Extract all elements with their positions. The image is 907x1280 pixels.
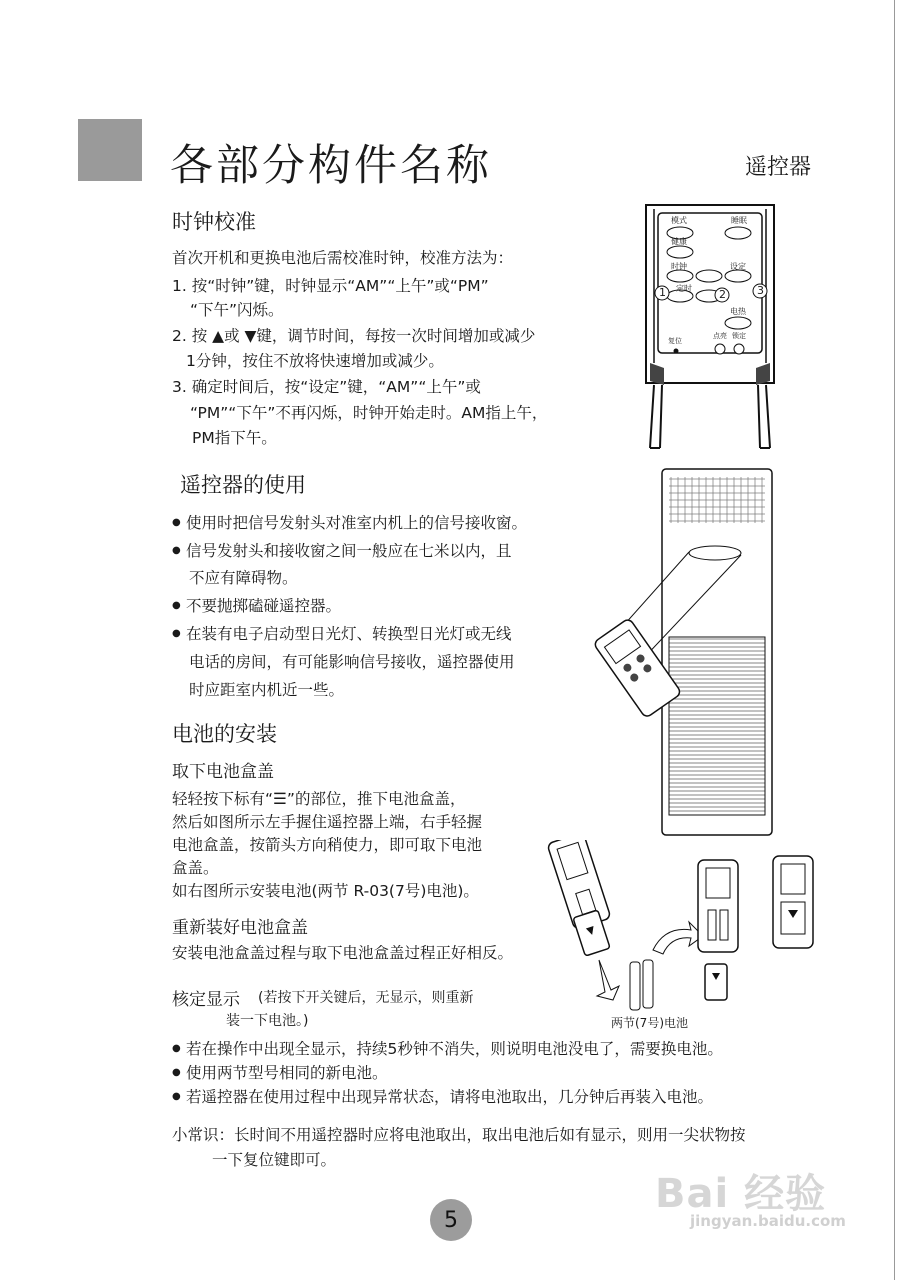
usage-bullet-2-cont: 不应有障碍物。 — [189, 569, 298, 587]
usage-bullet-2: ● 信号发射头和接收窗之间一般应在七米以内，且 — [186, 538, 512, 564]
page-edge — [893, 0, 895, 1280]
battery-remove-line-3: 电池盒盖，按箭头方向稍使力，即可取下电池 — [172, 836, 483, 854]
caution-bullet-2: ● 使用两节型号相同的新电池。 — [186, 1060, 388, 1086]
battery-remove-line-5: 如右图所示安装电池(两节 R-03(7号)电池)。 — [172, 882, 479, 900]
remote-panel-illustration — [640, 203, 780, 453]
section-label: 遥控器 — [745, 155, 812, 180]
indoor-unit-illustration — [545, 465, 785, 840]
panel-lock-label: 锁定 — [732, 332, 746, 340]
clock-step1-b: “下午”闪烁。 — [190, 301, 284, 319]
clock-heading: 时钟校准 — [172, 210, 256, 234]
clock-step3-c: PM指下午。 — [192, 429, 277, 447]
usage-bullet-4-cont1: 电话的房间，有可能影响信号接收，遥控器使用 — [189, 653, 515, 671]
battery-illustration — [515, 840, 845, 1015]
battery-remove-line-2: 然后如图所示左手握住遥控器上端，右手轻握 — [172, 813, 483, 831]
panel-step-1: 1 — [659, 286, 666, 299]
clock-step2-b: 1分钟，按住不放将快速增加或减少。 — [186, 352, 444, 370]
clock-intro: 首次开机和更换电池后需校准时钟，校准方法为： — [172, 249, 514, 267]
panel-mode-label: 模式 — [671, 216, 687, 225]
battery-confirm-note-b: 装一下电池。) — [226, 1013, 309, 1029]
battery-caption: 两节(7号)电池 — [611, 1016, 688, 1030]
battery-confirm-note-a: (若按下开关键后，无显示，则重新 — [258, 990, 474, 1006]
panel-step-3: 3 — [757, 284, 764, 297]
clock-step3-b: “PM”“下午”不再闪烁，时钟开始走时。AM指上午， — [190, 404, 548, 422]
panel-timer-label: 定时 — [676, 284, 692, 293]
battery-remove-line-1: 轻轻按下标有“☰”的部位，推下电池盒盖， — [172, 790, 466, 808]
panel-clock-label: 时钟 — [671, 262, 687, 271]
watermark-url: jingyan.baidu.com — [690, 1212, 846, 1230]
battery-remove-line-4: 盒盖。 — [172, 859, 219, 877]
caution-bullet-3: ● 若遥控器在使用过程中出现异常状态，请将电池取出，几分钟后再装入电池。 — [186, 1084, 713, 1110]
clock-step2-a: 2. 按 ▲或 ▼键，调节时间，每按一次时间增加或减少 — [172, 327, 536, 345]
battery-refit-title: 重新装好电池盒盖 — [172, 918, 308, 938]
watermark-logo: Bai 经验 — [655, 1171, 827, 1217]
usage-bullet-1: ● 使用时把信号发射头对准室内机上的信号接收窗。 — [186, 510, 527, 536]
clock-step1-a: 1. 按“时钟”键，时钟显示“AM”“上午”或“PM” — [172, 277, 489, 295]
panel-step-2: 2 — [719, 288, 726, 301]
tip-line-2: 一下复位键即可。 — [212, 1151, 337, 1169]
panel-sleep-label: 睡眠 — [731, 216, 747, 225]
page-number-badge — [430, 1199, 472, 1241]
page-title: 各部分构件名称 — [170, 141, 492, 191]
battery-confirm-title: 核定显示 — [172, 990, 240, 1010]
usage-bullet-4: ● 在装有电子启动型日光灯、转换型日光灯或无线 — [186, 621, 512, 647]
battery-remove-title: 取下电池盒盖 — [172, 762, 274, 782]
usage-bullet-3: ● 不要抛掷磕碰遥控器。 — [186, 593, 341, 619]
battery-refit-text: 安装电池盒盖过程与取下电池盒盖过程正好相反。 — [172, 944, 514, 962]
panel-light-label: 点亮 — [713, 332, 727, 340]
panel-heat-label: 电热 — [730, 307, 746, 316]
caution-bullet-1: ● 若在操作中出现全显示，持续5秒钟不消失，则说明电池没电了，需要换电池。 — [186, 1036, 723, 1062]
panel-reset-label: 复位 — [668, 337, 682, 345]
tip-line-1: 小常识：长时间不用遥控器时应将电池取出，取出电池后如有显示，则用一尖状物按 — [172, 1126, 746, 1144]
clock-step3-a: 3. 确定时间后，按“设定”键，“AM”“上午”或 — [172, 378, 481, 396]
usage-bullet-4-cont2: 时应距室内机近一些。 — [189, 681, 345, 699]
grey-marker-block — [78, 119, 142, 181]
battery-heading: 电池的安装 — [172, 722, 277, 746]
usage-heading: 遥控器的使用 — [180, 473, 306, 497]
page-number: 5 — [444, 1207, 458, 1233]
panel-health-label: 健康 — [671, 237, 687, 246]
panel-set-label: 设定 — [730, 262, 746, 271]
